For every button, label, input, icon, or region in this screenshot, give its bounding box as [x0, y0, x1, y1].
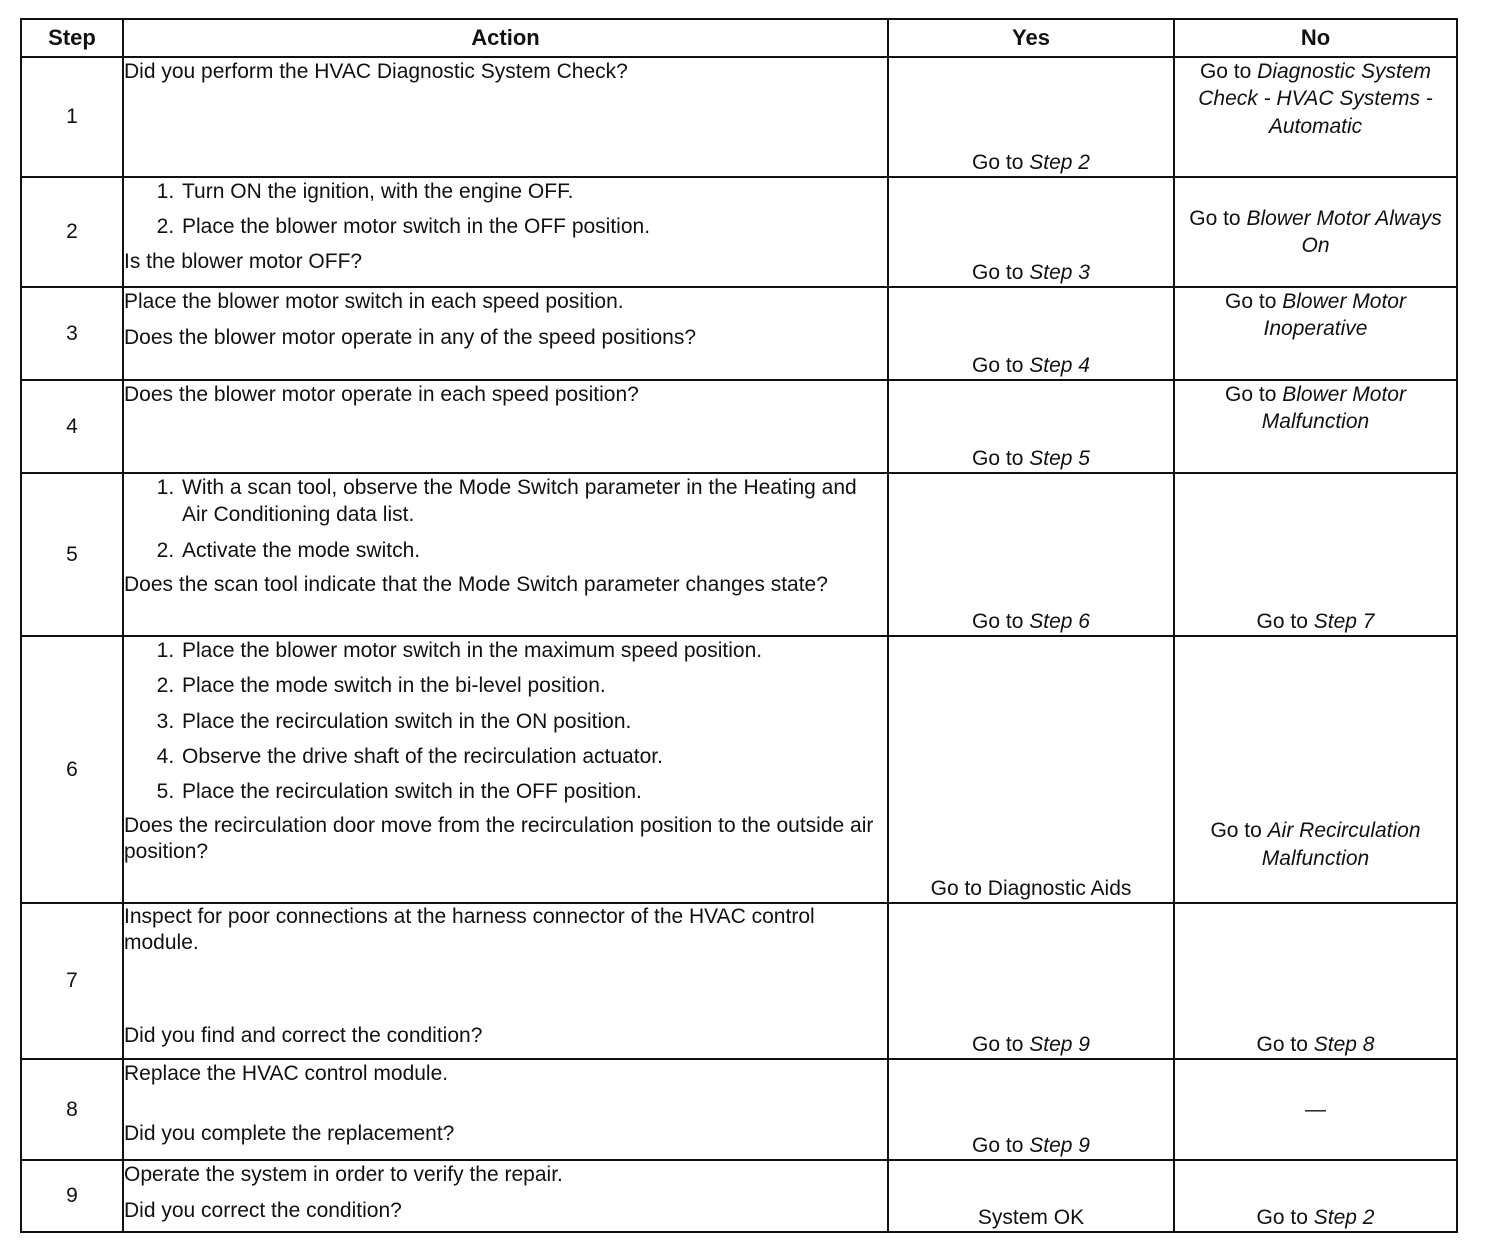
table-row — [21, 177, 1457, 287]
yes-cell — [888, 473, 1174, 636]
yes-prefix: Go to — [972, 150, 1024, 174]
no-cell — [1174, 287, 1457, 380]
header-action: Action — [123, 19, 888, 57]
step-number: 1 — [21, 57, 123, 177]
action-text: Inspect for poor connections at the harness connector of the HVAC control module. — [124, 905, 815, 955]
header-step: Step — [21, 19, 123, 57]
yes-link[interactable]: Step 3 — [1029, 260, 1090, 284]
no-prefix: Go to — [1225, 290, 1277, 313]
action-step: 4. Observe the drive shaft of the recirculation actuator. — [180, 743, 887, 770]
action-text: Replace the HVAC control module. — [124, 1062, 449, 1085]
action-step-list — [124, 178, 887, 241]
action-text: Operate the system in order to verify the repair. — [124, 1163, 563, 1186]
action-cell — [123, 473, 888, 636]
yes-cell — [888, 903, 1174, 1059]
step-number: 2 — [21, 177, 123, 287]
action-cell — [123, 177, 888, 287]
table-row — [21, 57, 1457, 177]
action-cell — [123, 287, 888, 380]
yes-link[interactable]: Step 2 — [1029, 150, 1090, 174]
yes-cell — [888, 177, 1174, 287]
action-text: Did you perform the HVAC Diagnostic System Check? — [124, 60, 628, 83]
yes-link[interactable]: Step 9 — [1029, 1032, 1090, 1056]
step-number: 9 — [21, 1160, 123, 1232]
yes-cell — [888, 287, 1174, 380]
yes-prefix: Go to — [972, 1032, 1024, 1056]
yes-prefix: Go to — [972, 353, 1024, 377]
action-step: 1. Turn ON the ignition, with the engine OFF. — [180, 178, 887, 205]
step-number: 5 — [21, 473, 123, 636]
no-dash: — — [1305, 1097, 1326, 1121]
action-step: 2. Place the blower motor switch in the OFF position. — [180, 213, 887, 240]
step-number: 6 — [21, 636, 123, 903]
yes-link[interactable]: System OK — [977, 1205, 1085, 1229]
no-link[interactable]: Diagnostic System Check - HVAC Systems - Automatic — [1198, 60, 1433, 138]
yes-link[interactable]: Step 4 — [1029, 353, 1090, 377]
action-cell — [123, 1160, 888, 1232]
action-question: Does the blower motor operate in any of the speed positions? — [124, 326, 697, 350]
table-row — [21, 1059, 1457, 1160]
table-row — [21, 1160, 1457, 1232]
yes-cell — [888, 380, 1174, 473]
action-step-list — [124, 637, 887, 805]
step-number: 3 — [21, 287, 123, 380]
table-row — [21, 287, 1457, 380]
action-question: Did you complete the replacement? — [124, 1122, 455, 1146]
yes-link[interactable]: Step 5 — [1029, 446, 1090, 470]
yes-cell — [888, 636, 1174, 903]
action-question: Does the scan tool indicate that the Mode Switch parameter changes state? — [124, 572, 828, 596]
no-link[interactable]: Blower Motor Always On — [1246, 206, 1442, 257]
no-link[interactable]: Air Recirculation Malfunction — [1261, 819, 1421, 870]
action-text: Does the blower motor operate in each speed position? — [124, 383, 639, 406]
table-row — [21, 380, 1457, 473]
diagnostic-table — [20, 18, 1458, 1233]
no-cell — [1174, 903, 1457, 1059]
action-cell — [123, 636, 888, 903]
yes-cell — [888, 1160, 1174, 1232]
action-step-list — [124, 474, 887, 564]
no-prefix: Go to — [1256, 1205, 1308, 1229]
action-question: Did you correct the condition? — [124, 1199, 402, 1223]
no-cell — [1174, 636, 1457, 903]
step-number: 7 — [21, 903, 123, 1059]
table-row — [21, 473, 1457, 636]
no-link[interactable]: Step 8 — [1313, 1032, 1375, 1056]
action-text: Place the blower motor switch in each speed position. — [124, 290, 624, 313]
header-row — [21, 19, 1457, 57]
no-prefix: Go to — [1189, 206, 1241, 230]
no-cell — [1174, 1059, 1457, 1160]
action-question: Is the blower motor OFF? — [124, 249, 363, 273]
action-step: 3. Place the recirculation switch in the ON position. — [180, 708, 887, 735]
yes-cell — [888, 57, 1174, 177]
action-step: 1. Place the blower motor switch in the maximum speed position. — [180, 637, 887, 664]
yes-prefix: Go to — [972, 609, 1024, 633]
header-no: No — [1174, 19, 1457, 57]
table-row — [21, 903, 1457, 1059]
no-prefix: Go to — [1225, 383, 1277, 406]
action-step: 5. Place the recirculation switch in the OFF position. — [180, 778, 887, 805]
no-cell — [1174, 57, 1457, 177]
yes-prefix: Go to — [972, 260, 1024, 284]
action-step: 1. With a scan tool, observe the Mode Switch parameter in the Heating and Air Conditioning data list. — [180, 474, 887, 529]
no-link[interactable]: Blower Motor Malfunction — [1261, 383, 1406, 434]
no-cell — [1174, 473, 1457, 636]
yes-prefix: Go to — [972, 1133, 1024, 1157]
action-question: Did you find and correct the condition? — [124, 1023, 483, 1047]
no-cell — [1174, 1160, 1457, 1232]
action-step: 2. Place the mode switch in the bi-level position. — [180, 672, 887, 699]
no-cell — [1174, 380, 1457, 473]
yes-cell — [888, 1059, 1174, 1160]
yes-link[interactable]: Go to Diagnostic Aids — [930, 876, 1132, 900]
yes-link[interactable]: Step 6 — [1029, 609, 1090, 633]
step-number: 8 — [21, 1059, 123, 1160]
no-cell — [1174, 177, 1457, 287]
action-step: 2. Activate the mode switch. — [180, 537, 887, 564]
step-number: 4 — [21, 380, 123, 473]
no-prefix: Go to — [1256, 1032, 1308, 1056]
no-prefix: Go to — [1199, 60, 1252, 83]
yes-link[interactable]: Step 9 — [1029, 1133, 1090, 1157]
action-cell — [123, 57, 888, 177]
table-row — [21, 636, 1457, 903]
action-cell — [123, 380, 888, 473]
action-question: Does the recirculation door move from the recirculation position to the outside air position? — [124, 814, 874, 863]
no-link[interactable]: Step 7 — [1313, 609, 1375, 633]
no-prefix: Go to — [1256, 609, 1308, 633]
no-prefix: Go to — [1210, 819, 1262, 843]
header-yes: Yes — [888, 19, 1174, 57]
action-cell — [123, 903, 888, 1059]
yes-prefix: Go to — [972, 446, 1024, 470]
no-link[interactable]: Step 2 — [1313, 1205, 1375, 1229]
action-cell — [123, 1059, 888, 1160]
no-link[interactable]: Blower Motor Inoperative — [1263, 290, 1406, 341]
